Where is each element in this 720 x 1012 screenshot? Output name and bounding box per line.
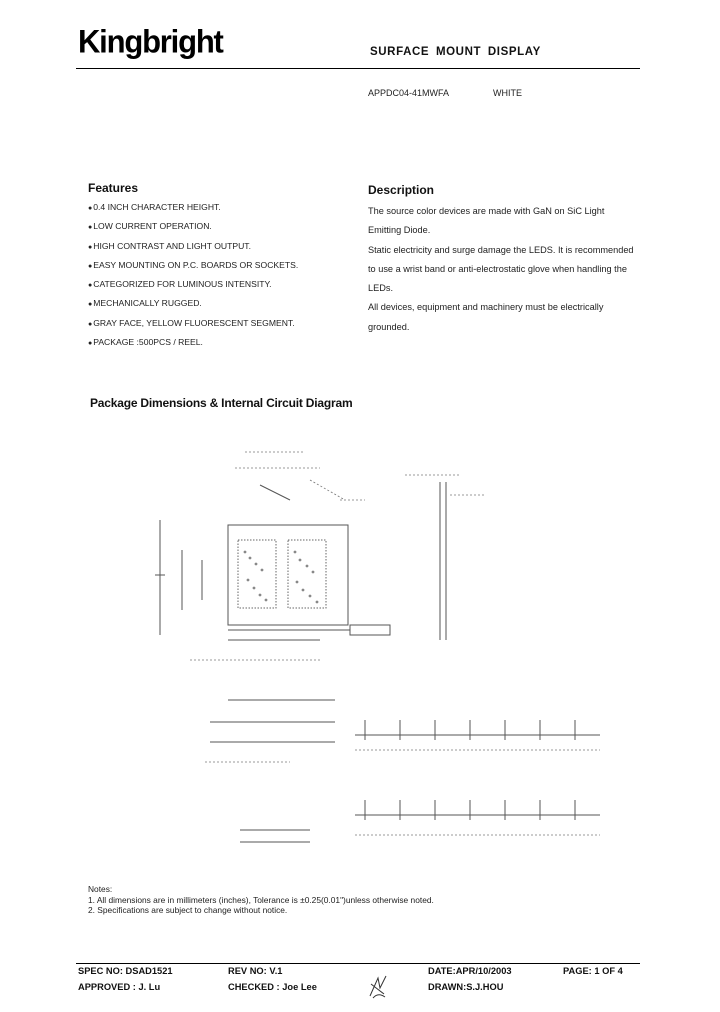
note-item: 2. Specifications are subject to change without notice.: [88, 905, 288, 915]
display-front-view: [190, 525, 350, 660]
note-item: 1. All dimensions are in millimeters (inches), Tolerance is ±0.25(0.01")unless otherwise noted.: [88, 894, 434, 905]
feature-item: ●GRAY FACE, YELLOW FLUORESCENT SEGMENT.: [88, 317, 295, 328]
features-list: [88, 201, 358, 355]
description-paragraph: The source color devices are made with GaN on SiC Light Emitting Diode.: [368, 206, 605, 236]
page-number: PAGE: 1 OF 4: [563, 966, 623, 976]
bullet-icon: ●: [88, 301, 93, 309]
date: DATE:APR/10/2003: [428, 966, 512, 976]
features-heading: Features: [88, 181, 139, 195]
top-dimension-lines: [235, 452, 345, 500]
package-dimension-drawing: [150, 440, 610, 870]
revision-number: REV NO: V.1: [228, 966, 283, 976]
feature-item: ●0.4 INCH CHARACTER HEIGHT.: [88, 202, 221, 212]
bullet-icon: ●: [88, 205, 93, 212]
display-side-view: [405, 475, 485, 640]
checked-by: CHECKED : Joe Lee: [228, 982, 317, 992]
bullet-icon: ●: [88, 340, 93, 348]
feature-item: ●MECHANICALLY RUGGED.: [88, 298, 202, 309]
feature-item: ●PACKAGE :500PCS / REEL.: [88, 337, 203, 348]
description-paragraph: All devices, equipment and machinery must be electrically grounded.: [368, 302, 604, 332]
feature-item: ●LOW CURRENT OPERATION.: [88, 221, 212, 232]
notes: [88, 884, 434, 916]
feature-item: ●HIGH CONTRAST AND LIGHT OUTPUT.: [88, 240, 251, 251]
feature-item: ●EASY MOUNTING ON P.C. BOARDS OR SOCKETS.: [88, 259, 299, 270]
bullet-icon: ●: [88, 243, 93, 251]
internal-circuit-diagram: [355, 720, 600, 835]
description-text: [368, 202, 640, 337]
approved-by: APPROVED : J. Lu: [78, 982, 161, 992]
drawn-by: DRAWN:S.J.HOU: [428, 982, 504, 992]
description-heading: Description: [368, 183, 435, 197]
left-dimension: [155, 520, 202, 635]
document-title: SURFACE MOUNT DISPLAY: [370, 46, 541, 58]
emitted-color: WHITE: [493, 88, 522, 98]
bullet-icon: ●: [88, 320, 93, 328]
bullet-icon: ●: [88, 224, 93, 232]
part-number: APPDC04-41MWFA: [368, 88, 450, 98]
bullet-icon: ●: [88, 282, 93, 290]
kingbright-logo: Kingbright: [78, 23, 223, 60]
description-paragraph: Static electricity and surge damage the LEDS. It is recommended to use a wrist band or anti-electrostatic glove when handling the LEDs.: [368, 244, 634, 294]
bullet-icon: ●: [88, 262, 93, 270]
footer-rule: [76, 963, 640, 964]
pin-layout: [205, 700, 335, 842]
header-rule: [76, 68, 640, 69]
package-heading: Package Dimensions & Internal Circuit Diagram: [90, 396, 353, 410]
notes-heading: Notes:: [88, 884, 113, 894]
spec-number: SPEC NO: DSAD1521: [78, 966, 173, 976]
signature-icon: [368, 974, 388, 1000]
feature-item: ●CATEGORIZED FOR LUMINOUS INTENSITY.: [88, 279, 272, 290]
